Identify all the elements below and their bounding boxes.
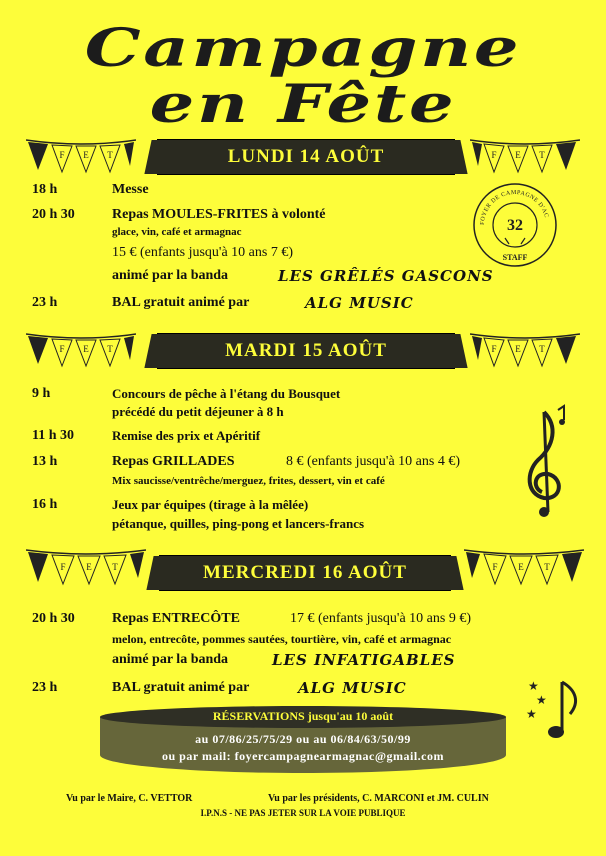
bunting-letter: F: [491, 344, 497, 354]
svg-text:★: ★: [526, 707, 537, 721]
event-line: pétanque, quilles, ping-pong et lancers-francs: [112, 516, 365, 531]
time-label: 20 h 30: [32, 207, 75, 222]
staff-badge: [470, 180, 560, 270]
event-line: Messe: [112, 182, 149, 197]
footer-notice: I.P.N.S - NE PAS JETER SUR LA VOIE PUBLIQUE: [200, 808, 406, 818]
badge-ring-text: FOYER DE CAMPAGNE D'AC: [479, 189, 550, 226]
bunting-letter: T: [544, 562, 550, 572]
event-line: BAL gratuit animé par: [112, 680, 250, 695]
bunting-letter: E: [515, 150, 521, 160]
band-name: ALG MUSIC: [305, 294, 414, 312]
time-label: 16 h: [32, 497, 58, 512]
footer-presidents: Vu par les présidents, C. MARCONI et JM. CULIN: [268, 793, 489, 804]
bunting-letter: T: [112, 562, 118, 572]
bunting-letter: E: [83, 344, 89, 354]
bunting-letter: F: [491, 150, 497, 160]
bunting-letter: F: [59, 150, 65, 160]
event-line: Repas GRILLADES: [112, 454, 235, 469]
reservation-title: RÉSERVATIONS jusqu'au 10 août: [212, 709, 394, 723]
bunting-letter: E: [518, 562, 524, 572]
event-line: Repas MOULES-FRITES à volonté: [112, 207, 326, 222]
time-label: 23 h: [32, 680, 58, 695]
bunting-letter: E: [515, 344, 521, 354]
bunting-left-1: [26, 138, 136, 174]
band-name: ALG MUSIC: [298, 679, 407, 697]
event-line: Jeux par équipes (tirage à la mêlée): [112, 497, 309, 512]
day-banner-wednesday: MERCREDI 16 AOÛT: [160, 556, 450, 590]
day-banner-monday: LUNDI 14 AOÛT: [158, 140, 454, 174]
svg-text:★: ★: [528, 679, 539, 693]
band-name: LES INFATIGABLES: [272, 651, 456, 669]
event-line: Concours de pêche à l'étang du Bousquet: [112, 386, 341, 401]
bunting-letter: E: [83, 150, 89, 160]
bunting-letter: F: [492, 562, 498, 572]
bunting-right-1: [470, 138, 580, 174]
event-line: BAL gratuit animé par: [112, 295, 250, 310]
event-line: Repas ENTRECÔTE: [112, 611, 240, 626]
footer-maire: Vu par le Maire, C. VETTOR: [66, 793, 193, 804]
event-line: Remise des prix et Apéritif: [112, 428, 261, 443]
event-line: 15 € (enfants jusqu'à 10 ans 7 €): [112, 245, 293, 260]
time-label: 18 h: [32, 182, 58, 197]
event-line: glace, vin, café et armagnac: [112, 226, 242, 238]
time-label: 9 h: [32, 386, 51, 401]
title-line-2: en Fête: [149, 74, 457, 135]
treble-clef-icon: [514, 402, 574, 527]
reservation-phones: au 07/86/25/75/29 ou au 06/84/63/50/99: [195, 732, 411, 746]
bunting-letter: F: [59, 344, 65, 354]
event-line: 17 € (enfants jusqu'à 10 ans 9 €): [290, 611, 471, 626]
time-label: 11 h 30: [32, 428, 75, 443]
time-label: 13 h: [32, 454, 58, 469]
event-line: animé par la banda: [112, 652, 229, 667]
bunting-right-2: [470, 332, 580, 368]
bunting-letter: T: [539, 344, 545, 354]
time-label: 23 h: [32, 295, 58, 310]
bunting-letter: T: [107, 150, 113, 160]
title-line-1: Campagne: [84, 18, 522, 79]
svg-text:★: ★: [536, 693, 547, 707]
bunting-left-2: [26, 332, 136, 368]
bunting-letter: E: [86, 562, 92, 572]
bunting-letter: T: [539, 150, 545, 160]
bunting-right-3: [464, 548, 584, 588]
bunting-letter: F: [60, 562, 66, 572]
reservation-mail[interactable]: ou par mail: foyercampagnearmagnac@gmail.com: [161, 749, 444, 763]
event-line: melon, entrecôte, pommes sautées, tourtière, vin, café et armagnac: [112, 632, 452, 646]
badge-label: STAFF: [502, 253, 528, 262]
day-banner-tuesday: MARDI 15 AOÛT: [158, 334, 454, 368]
event-line: animé par la banda: [112, 268, 229, 283]
event-line: Mix saucisse/ventrêche/merguez, frites, dessert, vin et café: [112, 475, 385, 487]
bunting-left-3: [26, 548, 146, 588]
bunting-letter: T: [107, 344, 113, 354]
band-name: LES GRÊLÉS GASCONS: [278, 267, 494, 285]
event-line: 8 € (enfants jusqu'à 10 ans 4 €): [286, 454, 460, 469]
badge-number: 32: [507, 217, 523, 234]
time-label: 20 h 30: [32, 611, 75, 626]
reservation-box: [100, 706, 506, 776]
music-note-icon: [526, 676, 586, 751]
event-line: précédé du petit déjeuner à 8 h: [112, 404, 284, 419]
